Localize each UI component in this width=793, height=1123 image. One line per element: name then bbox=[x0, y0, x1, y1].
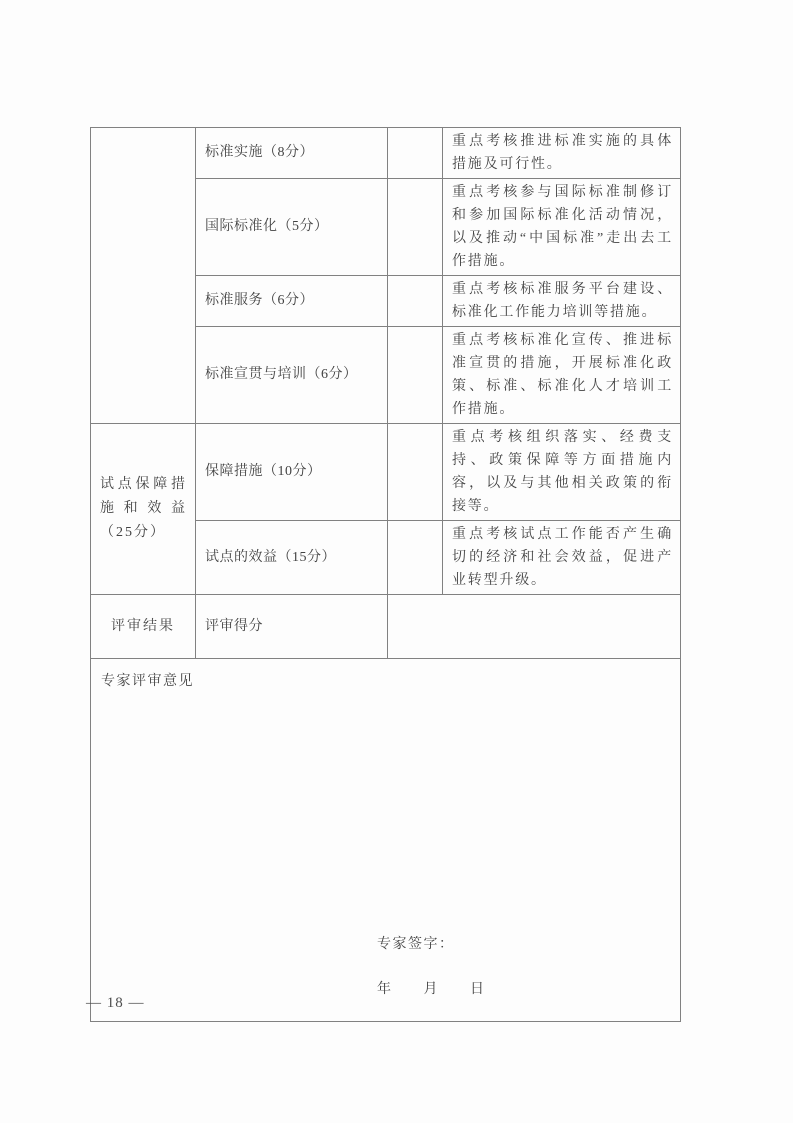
criteria-description: 重点考核标准服务平台建设、标准化工作能力培训等措施。 bbox=[443, 276, 681, 327]
category-cell-continued bbox=[91, 128, 196, 424]
score-cell bbox=[388, 128, 443, 179]
date-line: 年 月 日 bbox=[377, 982, 486, 997]
expert-comments-label: 专家评审意见 bbox=[101, 674, 194, 689]
page-number: — 18 — bbox=[86, 995, 145, 1011]
criteria-description: 重点考核试点工作能否产生确切的经济和社会效益，促进产业转型升级。 bbox=[443, 521, 681, 595]
table-row bbox=[91, 128, 681, 179]
criteria-item-label: 国际标准化（5分） bbox=[196, 179, 388, 276]
score-cell bbox=[388, 327, 443, 424]
score-cell bbox=[388, 521, 443, 595]
table-row bbox=[91, 659, 681, 1022]
expert-comments-cell bbox=[91, 659, 681, 1022]
score-cell bbox=[388, 276, 443, 327]
criteria-item-label: 标准宣贯与培训（6分） bbox=[196, 327, 388, 424]
criteria-item-label: 保障措施（10分） bbox=[196, 424, 388, 521]
criteria-item-label: 试点的效益（15分） bbox=[196, 521, 388, 595]
criteria-description: 重点考核推进标准实施的具体措施及可行性。 bbox=[443, 128, 681, 179]
category-cell-pilot-guarantee: 试点保障措施和效益（25分） bbox=[91, 424, 196, 595]
score-cell bbox=[388, 424, 443, 521]
criteria-description: 重点考核组织落实、经费支持、政策保障等方面措施内容，以及与其他相关政策的衔接等。 bbox=[443, 424, 681, 521]
table-row bbox=[91, 595, 681, 659]
table-row bbox=[91, 424, 681, 521]
review-score-value-cell bbox=[388, 595, 681, 659]
expert-signature-label: 专家签字： bbox=[377, 937, 455, 952]
evaluation-table bbox=[90, 127, 681, 1022]
review-result-label: 评审结果 bbox=[91, 595, 196, 659]
criteria-item-label: 标准服务（6分） bbox=[196, 276, 388, 327]
review-score-label: 评审得分 bbox=[196, 595, 388, 659]
criteria-description: 重点考核参与国际标准制修订和参加国际标准化活动情况，以及推动“中国标准”走出去工作措施。 bbox=[443, 179, 681, 276]
score-cell bbox=[388, 179, 443, 276]
criteria-item-label: 标准实施（8分） bbox=[196, 128, 388, 179]
criteria-description: 重点考核标准化宣传、推进标准宣贯的措施，开展标准化政策、标准、标准化人才培训工作措施。 bbox=[443, 327, 681, 424]
